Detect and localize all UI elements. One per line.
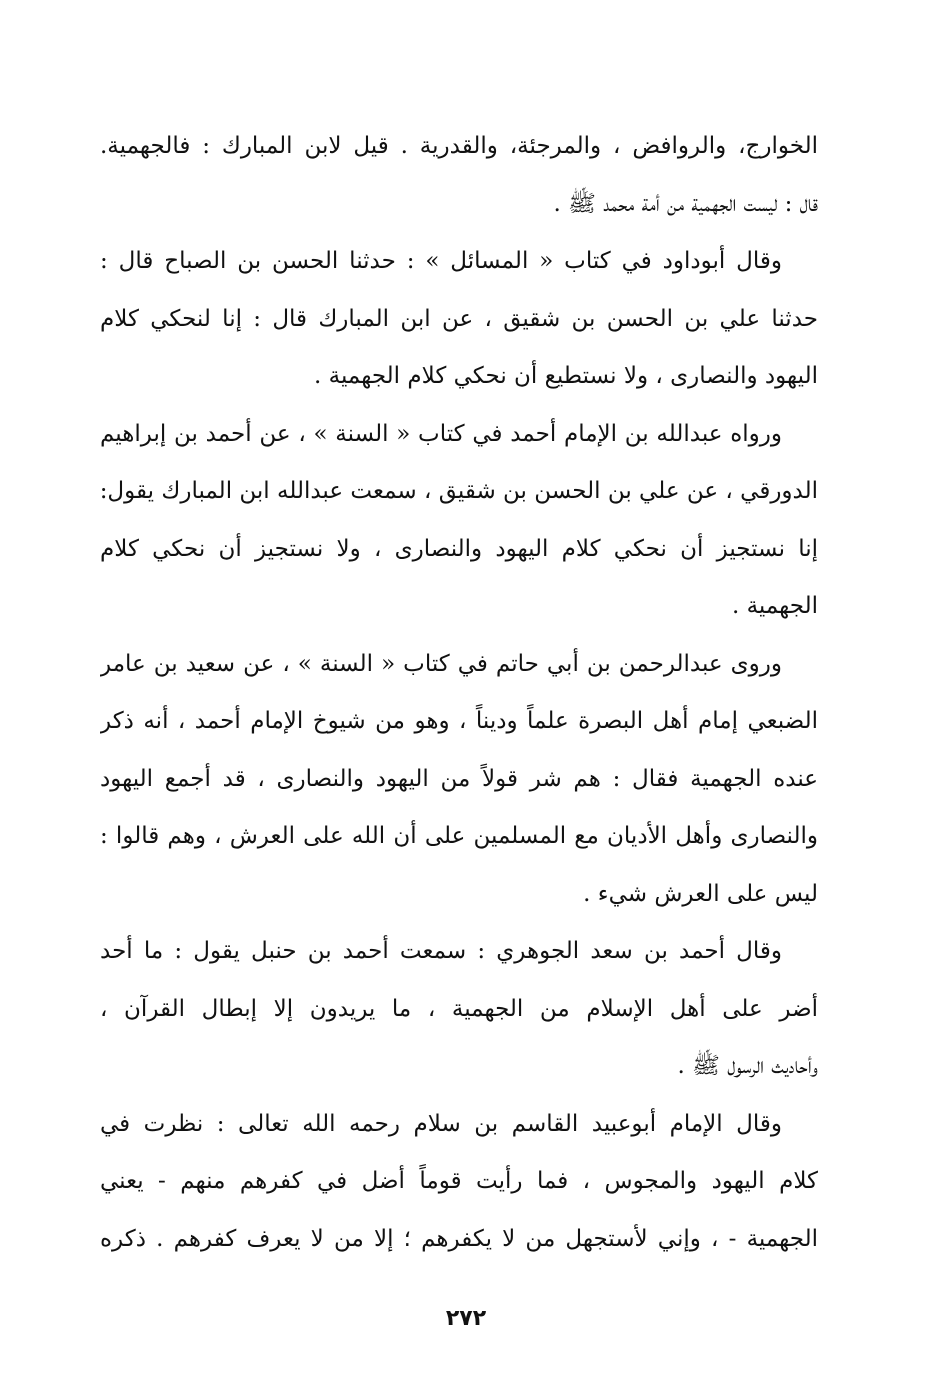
text-line: ورواه عبدالله بن الإمام أحمد في كتاب « السنة » ، عن أحمد بن إبراهيم	[100, 420, 782, 447]
text-line: أضر على أهل الإسلام من الجهمية ، ما يريدون إلا إبطال القرآن ،	[100, 995, 818, 1022]
text-line: الجهمية .	[731, 593, 818, 619]
text-line: والنصارى وأهل الأديان مع المسلمين على أن الله على العرش ، وهم قالوا :	[100, 823, 818, 849]
text-line: وروى عبدالرحمن بن أبي حاتم في كتاب « السنة » ، عن سعيد بن عامر	[100, 650, 782, 677]
text-line: الجهمية - ، وإني لأستجهل من لا يكفرهم ؛ إلا من لا يعرف كفرهم . ذكره	[100, 1225, 818, 1252]
text-line: الضبعي إمام أهل البصرة علماً وديناً ، وهو من شيوخ الإمام أحمد ، أنه ذكر	[100, 708, 818, 734]
page-body	[100, 118, 818, 1268]
text-line: اليهود والنصارى ، ولا نستطيع أن نحكي كلام الجهمية .	[314, 363, 818, 389]
text-line: وأحاديث الرسول ﷺ .	[677, 1053, 818, 1079]
text-line: الدورقي ، عن علي بن الحسن بن شقيق ، سمعت عبدالله ابن المبارك يقول:	[100, 478, 818, 504]
text-line: وقال أبوداود في كتاب « المسائل » : حدثنا الحسن بن الصباح قال :	[100, 248, 782, 274]
text-line: وقال الإمام أبوعبيد القاسم بن سلام رحمه الله تعالى : نظرت في	[100, 1110, 782, 1137]
text-line: كلام اليهود والمجوس ، فما رأيت قوماً أضل في كفرهم منهم - يعني	[100, 1168, 818, 1194]
text-line: الخوارج، والروافض ، والمرجئة، والقدرية . قيل لابن المبارك : فالجهمية.	[100, 133, 818, 159]
text-line: إنا نستجيز أن نحكي كلام اليهود والنصارى ، ولا نستجيز أن نحكي كلام	[100, 535, 818, 562]
page-number: ٢٧٢	[445, 1306, 487, 1331]
text-line: حدثنا علي بن الحسن بن شقيق ، عن ابن المبارك قال : إنا لنحكي كلام	[100, 305, 818, 332]
text-line: وقال أحمد بن سعد الجوهري : سمعت أحمد بن حنبل يقول : ما أحد	[100, 938, 782, 964]
text-line: قال : ليست الجهمية من أمة محمد ﷺ .	[553, 190, 818, 217]
text-line: ليس على العرش شيء .	[583, 880, 818, 907]
text-line: عنده الجهمية فقال : هم شر قولاً من اليهود والنصارى ، قد أجمع اليهود	[100, 765, 818, 792]
